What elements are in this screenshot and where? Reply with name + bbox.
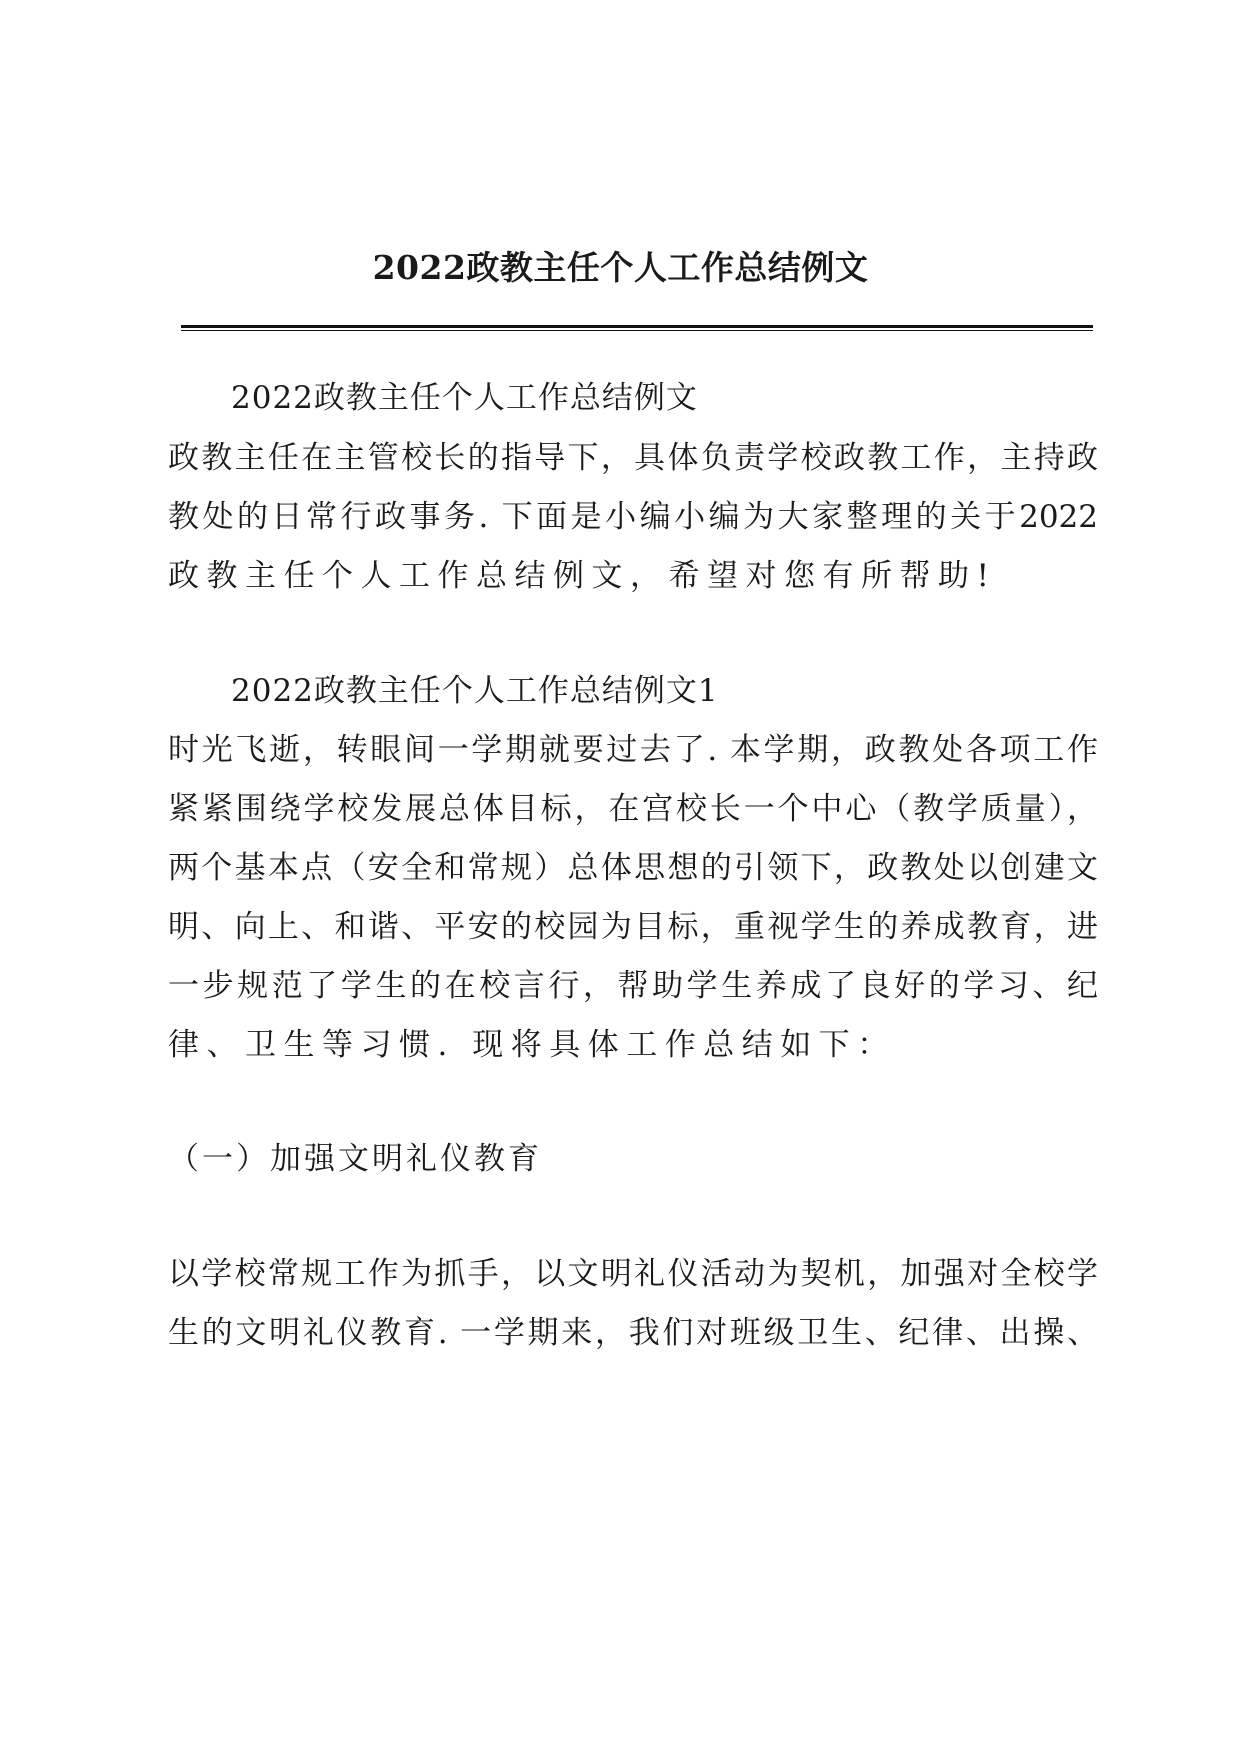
section1-line-1: 时光飞逝，转眼间一学期就要过去了. 本学期，政教处各项工作 (168, 732, 1098, 768)
section1-line-2: 紧紧围绕学校发展总体目标，在宫校长一个中心（教学质量）， (168, 791, 1098, 827)
intro-line-2: 教处的日常行政事务. 下面是小编小编为大家整理的关于2022 (168, 499, 1098, 535)
section1-line-3: 两个基本点（安全和常规）总体思想的引领下，政教处以创建文 (168, 850, 1098, 886)
part1-line-1: 以学校常规工作为抓手，以文明礼仪活动为契机，加强对全校学 (168, 1256, 1098, 1292)
intro-subtitle: 2022政教主任个人工作总结例文 (231, 380, 698, 416)
title-divider (181, 325, 1093, 331)
intro-line-3: 政教主任个人工作总结例文，希望对您有所帮助! (168, 558, 997, 594)
part1-line-2: 生的文明礼仪教育. 一学期来，我们对班级卫生、纪律、出操、 (168, 1315, 1098, 1351)
intro-line-1: 政教主任在主管校长的指导下，具体负责学校政教工作，主持政 (168, 440, 1098, 476)
section1-line-4: 明、向上、和谐、平安的校园为目标，重视学生的养成教育，进 (168, 909, 1098, 945)
section1-line-6: 律、卫生等习惯. 现将具体工作总结如下： (168, 1027, 896, 1063)
document-title: 2022政教主任个人工作总结例文 (372, 248, 869, 287)
section1-line-5: 一步规范了学生的在校言行，帮助学生养成了良好的学习、纪 (168, 968, 1098, 1004)
section1-subtitle: 2022政教主任个人工作总结例文1 (231, 673, 719, 709)
part1-heading: （一）加强文明礼仪教育 (168, 1141, 542, 1177)
